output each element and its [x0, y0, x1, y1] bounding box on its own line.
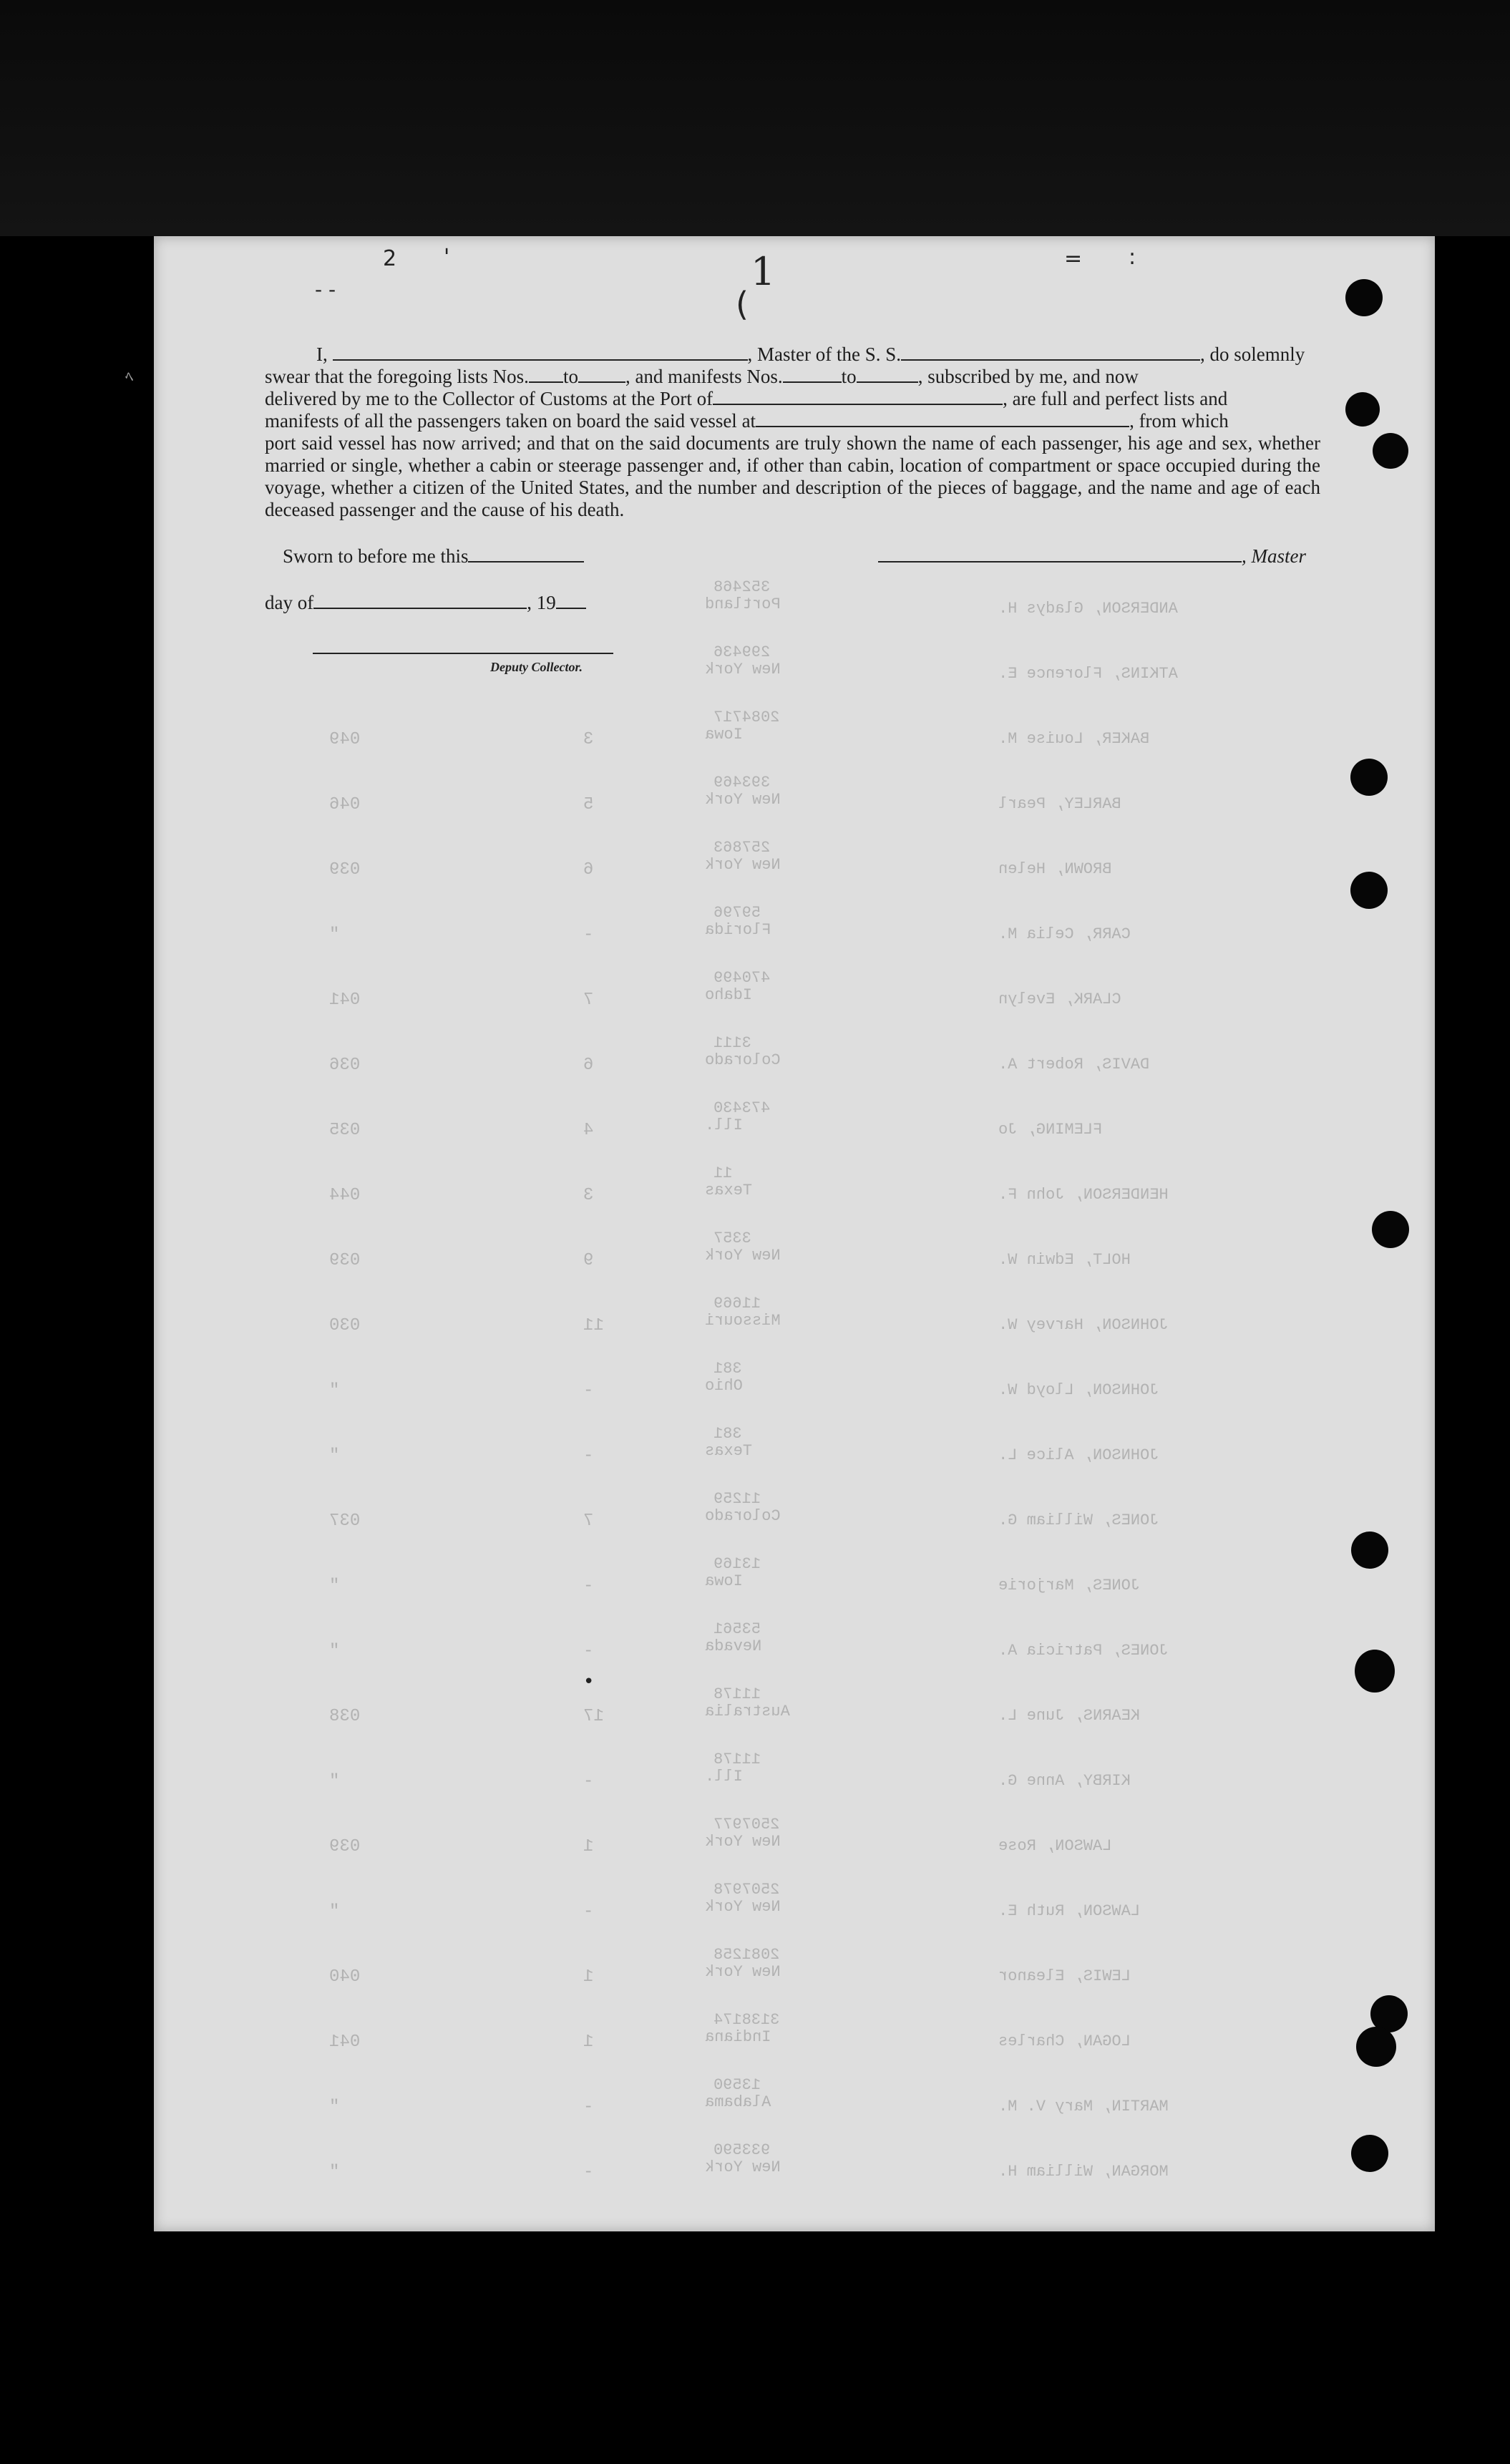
bleed-row — [154, 1490, 1435, 1531]
bleed-name: BAKER, Louise M. — [998, 730, 1150, 748]
bleed-number: " — [329, 1446, 340, 1466]
bleed-row — [154, 1881, 1435, 1922]
bleed-place: Indiana — [705, 2028, 771, 2046]
bleed-row — [154, 969, 1435, 1010]
bleed-cert: 352468 — [713, 578, 771, 596]
bleed-name: HOLT, Edwin W. — [998, 1251, 1131, 1269]
bleed-place: Colorado — [705, 1051, 781, 1069]
bleed-cert: 2507977 — [713, 1816, 780, 1834]
bleed-number: " — [329, 2163, 340, 2182]
bleed-name: JONES, Marjorie — [998, 1577, 1141, 1594]
bleed-number: 039 — [329, 1251, 361, 1270]
bleed-age: 3 — [583, 730, 594, 749]
ink-mark: : — [1129, 245, 1136, 270]
bleed-age: - — [583, 925, 594, 945]
bleed-name: MARTIN, Mary V. M. — [998, 2098, 1169, 2115]
bleed-age: - — [583, 2163, 594, 2182]
bleed-age: 4 — [583, 1121, 594, 1140]
manifests-from-blank — [783, 367, 842, 383]
bleed-place: Portland — [705, 595, 781, 613]
ink-dot: • — [583, 1671, 595, 1693]
bleed-name: LOGAN, Charles — [998, 2032, 1131, 2050]
bleed-name: HENDERSON, John F. — [998, 1186, 1169, 1204]
bleed-place: Alabama — [705, 2093, 771, 2111]
bleed-number: 039 — [329, 1837, 361, 1856]
bleed-age: 1 — [583, 1967, 594, 1987]
ship-name-blank — [901, 345, 1200, 361]
bleed-name: JOHNSON, Harvey W. — [998, 1316, 1169, 1334]
oath-paragraph: I, , Master of the S. S. , do solemnly swear that the foregoing lists Nos. to , and manifests Nos. to , subscribed by me, and now delivered by me to the Collector of Customs at the Port of , are full and perfect lists and manifests of all the passengers taken on board the said vessel at , from which port said vessel has now arrived; and that on the said documents are truly shown the name of each passenger, his age and sex, whether married or single, whether a cabin or steerage passenger and, if other than cabin, location of compartment or space occupied during the voyage, whether a citizen of the United States, and the number and description of the pieces of baggage, and the name and age of each deceased passenger and the cause of his death. — [265, 344, 1320, 520]
bleed-row — [154, 1034, 1435, 1075]
bleed-age: 3 — [583, 1186, 594, 1205]
ink-mark: = — [1064, 246, 1083, 271]
bleed-cert: 3357 — [713, 1229, 751, 1247]
bleed-name: ANDERSON, Gladys H. — [998, 600, 1178, 618]
bleed-name: LAWSON, Ruth E. — [998, 1902, 1141, 1920]
bleed-place: New York — [705, 1898, 781, 1916]
bleed-cert: 11669 — [713, 1295, 761, 1313]
bleed-cert: 53561 — [713, 1620, 761, 1638]
bleed-name: CARR, Celia M. — [998, 925, 1131, 943]
bleed-name: JOHNSON, Lloyd W. — [998, 1381, 1159, 1399]
bleed-cert: 11178 — [713, 1750, 761, 1768]
bleed-row — [154, 1164, 1435, 1205]
bleed-number: 049 — [329, 730, 361, 749]
bleed-name: MORGAN, William H. — [998, 2163, 1169, 2181]
bleed-place: Colorado — [705, 1507, 781, 1525]
bleed-name: CLARK, Evelyn — [998, 990, 1121, 1008]
bleed-number: " — [329, 1577, 340, 1596]
bleed-place: New York — [705, 661, 781, 678]
bleed-cert: 59796 — [713, 904, 761, 922]
bleed-number: " — [329, 1902, 340, 1922]
bleed-row — [154, 708, 1435, 749]
bleed-cert: 2507978 — [713, 1881, 780, 1899]
bleed-name: FLEMING, Jo — [998, 1121, 1103, 1139]
bleed-cert: 11259 — [713, 1490, 761, 1508]
bleed-number: 040 — [329, 1967, 361, 1987]
bleed-number: 030 — [329, 1316, 361, 1335]
oath-i: I, — [316, 344, 328, 365]
bleed-age: - — [583, 1772, 594, 1791]
bleed-row — [154, 1425, 1435, 1466]
bleed-age: - — [583, 2098, 594, 2117]
bleed-place: Texas — [705, 1182, 753, 1199]
port-blank — [713, 389, 1003, 405]
bleed-age: - — [583, 1577, 594, 1596]
bleed-row — [154, 1360, 1435, 1401]
bleed-name: JOHNSON, Alice L. — [998, 1446, 1159, 1464]
bleed-row — [154, 1946, 1435, 1987]
bleed-cert: 470499 — [713, 969, 771, 987]
ink-mark: 1 — [751, 249, 776, 294]
bleed-age: 9 — [583, 1251, 594, 1270]
ink-mark: ( — [736, 285, 749, 323]
bleed-cert: 3138174 — [713, 2011, 780, 2029]
bleed-row — [154, 839, 1435, 880]
bleed-cert: 11178 — [713, 1685, 761, 1703]
bleed-cert: 13169 — [713, 1555, 761, 1573]
bleed-cert: 257863 — [713, 839, 771, 857]
bleed-number: 037 — [329, 1511, 361, 1531]
bleed-place: Australia — [705, 1703, 790, 1720]
bleed-number: 038 — [329, 1707, 361, 1726]
bleed-cert: 13590 — [713, 2076, 761, 2094]
deputy-collector-label: Deputy Collector. — [490, 660, 583, 674]
bleed-place: Nevada — [705, 1637, 762, 1655]
scan-background — [0, 0, 1510, 236]
bleed-name: KIRBY, Anne G. — [998, 1772, 1131, 1790]
bleed-cert: 11 — [713, 1164, 733, 1182]
bleed-number: 041 — [329, 2032, 361, 2052]
bleed-place: New York — [705, 1963, 781, 1981]
bleed-row — [154, 1295, 1435, 1335]
bleed-name: BARLEY, Pearl — [998, 795, 1121, 813]
punch-hole — [1345, 392, 1380, 427]
ink-mark: 2 — [383, 246, 397, 271]
master-signature-line: , Master — [878, 545, 1306, 568]
bleed-cert: 2084717 — [713, 708, 780, 726]
bleed-place: Idaho — [705, 986, 753, 1004]
bleed-place: New York — [705, 791, 781, 809]
bleed-place: Florida — [705, 921, 771, 939]
bleed-place: Iowa — [705, 1572, 743, 1590]
bleed-name: JONES, Patricia A. — [998, 1642, 1169, 1660]
bleed-age: 6 — [583, 860, 594, 880]
bleed-number: " — [329, 925, 340, 945]
bleed-age: - — [583, 1446, 594, 1466]
bleed-cert: 473430 — [713, 1099, 771, 1117]
bleed-name: LAWSON, Rose — [998, 1837, 1112, 1855]
punch-hole — [1345, 279, 1383, 316]
bleed-row — [154, 1099, 1435, 1140]
bleed-place: Texas — [705, 1442, 753, 1460]
vessel-at-blank — [756, 412, 1129, 427]
bleed-row — [154, 1750, 1435, 1791]
ink-mark: ' — [444, 245, 450, 270]
bleed-place: New York — [705, 1833, 781, 1851]
bleed-row — [154, 2141, 1435, 2182]
bleed-place: Ill. — [705, 1116, 743, 1134]
bleed-age: - — [583, 1902, 594, 1922]
bleed-row — [154, 1555, 1435, 1596]
bleed-number: 036 — [329, 1056, 361, 1075]
bleed-row — [154, 643, 1435, 683]
bleed-name: BROWN, Helen — [998, 860, 1112, 878]
bleed-age: 1 — [583, 2032, 594, 2052]
bleed-place: New York — [705, 2158, 781, 2176]
bleed-row — [154, 2076, 1435, 2117]
bleed-cert: 299436 — [713, 643, 771, 661]
bleed-cert: 933590 — [713, 2141, 771, 2159]
bleed-row — [154, 774, 1435, 814]
manifest-page — [125, 236, 1435, 2231]
sworn-line: Sworn to before me this — [283, 545, 584, 568]
bleed-row — [154, 1229, 1435, 1270]
bleed-age: 11 — [583, 1316, 604, 1335]
bleed-row — [154, 2011, 1435, 2052]
bleed-name: JONES, William G. — [998, 1511, 1159, 1529]
bleed-age: - — [583, 1642, 594, 1661]
bleed-number: 035 — [329, 1121, 361, 1140]
bleed-number: " — [329, 1381, 340, 1401]
bleed-age: 7 — [583, 1511, 594, 1531]
bleed-age: 7 — [583, 990, 594, 1010]
bleed-place: Ill. — [705, 1768, 743, 1786]
bleed-name: KEARNS, June L. — [998, 1707, 1141, 1725]
punch-hole — [1373, 433, 1408, 469]
bleed-name: LEWIS, Eleanor — [998, 1967, 1131, 1985]
manifests-to-blank — [857, 367, 918, 383]
bleed-cert: 381 — [713, 1425, 742, 1443]
bleed-name: ATKINS, Florence E. — [998, 665, 1178, 683]
bleed-row — [154, 1816, 1435, 1856]
bleed-place: Iowa — [705, 726, 743, 744]
lists-from-blank — [529, 367, 563, 383]
bleed-number: 039 — [329, 860, 361, 880]
bleed-age: 17 — [583, 1707, 604, 1726]
ink-dash: - - — [315, 278, 336, 301]
bleed-place: Missouri — [705, 1312, 781, 1330]
bleed-place: New York — [705, 856, 781, 874]
bleed-number: 044 — [329, 1186, 361, 1205]
bleed-age: 6 — [583, 1056, 594, 1075]
bleed-age: 1 — [583, 1837, 594, 1856]
lists-to-blank — [578, 367, 625, 383]
bleed-cert: 2081258 — [713, 1946, 780, 1964]
bleed-row — [154, 904, 1435, 945]
bleed-row — [154, 578, 1435, 618]
bleed-number: " — [329, 1642, 340, 1661]
bleed-place: New York — [705, 1247, 781, 1265]
master-name-blank — [333, 345, 748, 361]
margin-mark: ﾍ — [125, 368, 134, 386]
bleed-row — [154, 1685, 1435, 1726]
bleed-age: 5 — [583, 795, 594, 814]
bleed-row — [154, 1620, 1435, 1661]
bleed-cert: 381 — [713, 1360, 742, 1378]
bleed-number: " — [329, 2098, 340, 2117]
bleed-number: " — [329, 1772, 340, 1791]
bleed-number: 041 — [329, 990, 361, 1010]
day-of-line: day of , 19 — [265, 592, 586, 614]
bleed-cert: 393469 — [713, 774, 771, 792]
bleed-name: DAVIS, Robert A. — [998, 1056, 1150, 1073]
bleed-place: Ohio — [705, 1377, 743, 1395]
bleed-cert: 3111 — [713, 1034, 751, 1052]
bleed-number: 046 — [329, 795, 361, 814]
bleed-age: - — [583, 1381, 594, 1401]
